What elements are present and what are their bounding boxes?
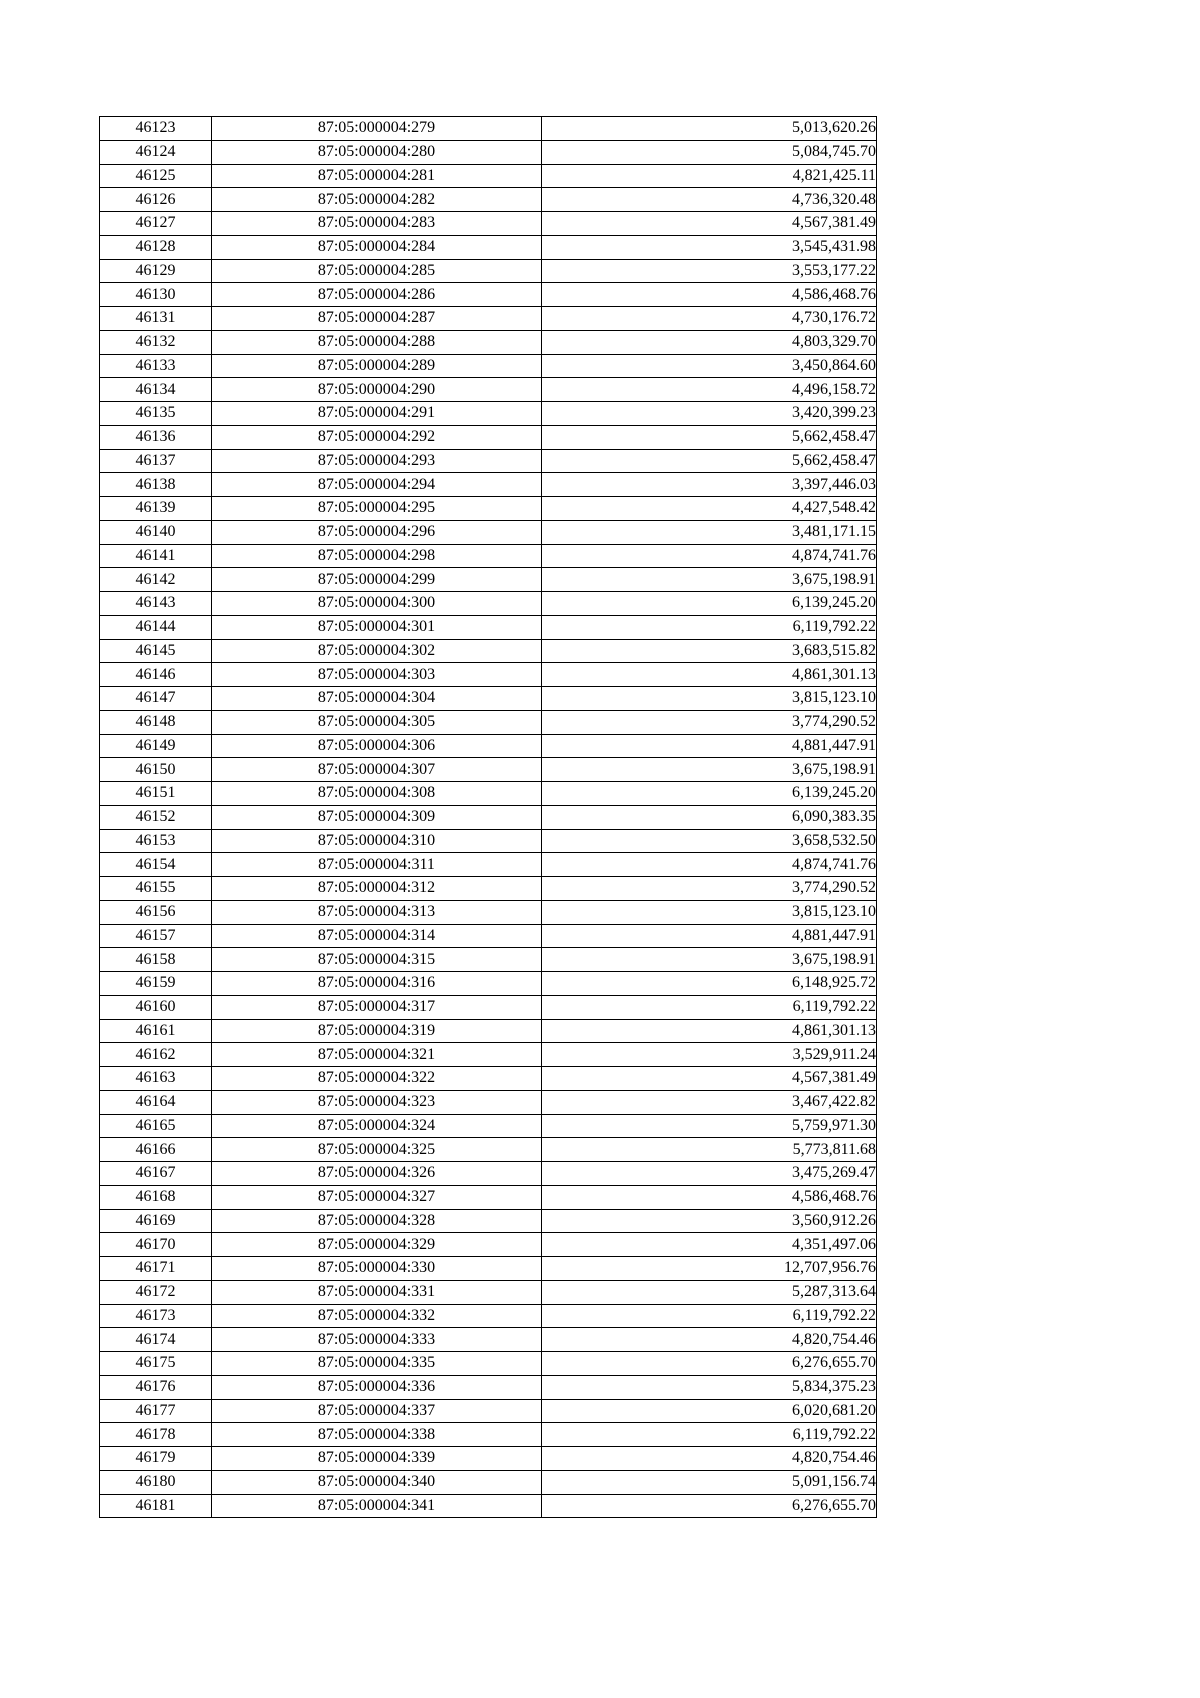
cadastral-value-cell: 4,427,548.42 (542, 497, 877, 521)
cadastral-value-table (99, 116, 877, 1518)
row-number-cell: 46125 (100, 164, 212, 188)
cadastral-number-cell: 87:05:000004:302 (212, 639, 542, 663)
cadastral-number-cell: 87:05:000004:331 (212, 1280, 542, 1304)
cadastral-number-cell: 87:05:000004:286 (212, 283, 542, 307)
row-number-cell: 46158 (100, 948, 212, 972)
row-number-cell: 46128 (100, 235, 212, 259)
cadastral-value-cell: 4,803,329.70 (542, 330, 877, 354)
row-number-cell: 46137 (100, 449, 212, 473)
cadastral-value-cell: 3,397,446.03 (542, 473, 877, 497)
table-row (100, 1375, 877, 1399)
table-row (100, 995, 877, 1019)
cadastral-value-cell: 4,861,301.13 (542, 663, 877, 687)
table-row (100, 283, 877, 307)
row-number-cell: 46148 (100, 710, 212, 734)
table-row (100, 1185, 877, 1209)
table-row (100, 687, 877, 711)
cadastral-value-cell: 3,815,123.10 (542, 900, 877, 924)
row-number-cell: 46150 (100, 758, 212, 782)
row-number-cell: 46132 (100, 330, 212, 354)
row-number-cell: 46144 (100, 615, 212, 639)
table-row (100, 710, 877, 734)
table-row (100, 140, 877, 164)
cadastral-number-cell: 87:05:000004:279 (212, 117, 542, 141)
row-number-cell: 46123 (100, 117, 212, 141)
cadastral-number-cell: 87:05:000004:329 (212, 1233, 542, 1257)
table-row (100, 734, 877, 758)
row-number-cell: 46175 (100, 1352, 212, 1376)
table-row (100, 1352, 877, 1376)
cadastral-value-cell: 5,662,458.47 (542, 449, 877, 473)
table-row (100, 1470, 877, 1494)
row-number-cell: 46142 (100, 568, 212, 592)
cadastral-number-cell: 87:05:000004:307 (212, 758, 542, 782)
row-number-cell: 46134 (100, 378, 212, 402)
cadastral-number-cell: 87:05:000004:316 (212, 972, 542, 996)
cadastral-value-cell: 4,496,158.72 (542, 378, 877, 402)
cadastral-number-cell: 87:05:000004:290 (212, 378, 542, 402)
table-row (100, 425, 877, 449)
cadastral-value-cell: 3,774,290.52 (542, 710, 877, 734)
table-row (100, 449, 877, 473)
cadastral-number-cell: 87:05:000004:333 (212, 1328, 542, 1352)
cadastral-number-cell: 87:05:000004:308 (212, 782, 542, 806)
cadastral-number-cell: 87:05:000004:293 (212, 449, 542, 473)
cadastral-number-cell: 87:05:000004:304 (212, 687, 542, 711)
cadastral-number-cell: 87:05:000004:337 (212, 1399, 542, 1423)
row-number-cell: 46152 (100, 805, 212, 829)
cadastral-value-cell: 5,662,458.47 (542, 425, 877, 449)
table-row (100, 354, 877, 378)
cadastral-value-cell: 5,773,811.68 (542, 1138, 877, 1162)
cadastral-number-cell: 87:05:000004:311 (212, 853, 542, 877)
row-number-cell: 46143 (100, 592, 212, 616)
cadastral-number-cell: 87:05:000004:339 (212, 1447, 542, 1471)
row-number-cell: 46167 (100, 1162, 212, 1186)
cadastral-value-cell: 6,148,925.72 (542, 972, 877, 996)
cadastral-number-cell: 87:05:000004:317 (212, 995, 542, 1019)
cadastral-value-cell: 6,119,792.22 (542, 615, 877, 639)
row-number-cell: 46147 (100, 687, 212, 711)
row-number-cell: 46133 (100, 354, 212, 378)
cadastral-number-cell: 87:05:000004:296 (212, 520, 542, 544)
table-row (100, 805, 877, 829)
row-number-cell: 46165 (100, 1114, 212, 1138)
table-body (100, 117, 877, 1518)
row-number-cell: 46156 (100, 900, 212, 924)
row-number-cell: 46151 (100, 782, 212, 806)
cadastral-number-cell: 87:05:000004:300 (212, 592, 542, 616)
cadastral-value-cell: 6,139,245.20 (542, 592, 877, 616)
cadastral-number-cell: 87:05:000004:325 (212, 1138, 542, 1162)
row-number-cell: 46129 (100, 259, 212, 283)
cadastral-number-cell: 87:05:000004:289 (212, 354, 542, 378)
row-number-cell: 46135 (100, 402, 212, 426)
cadastral-value-cell: 3,658,532.50 (542, 829, 877, 853)
cadastral-number-cell: 87:05:000004:322 (212, 1067, 542, 1091)
cadastral-value-cell: 3,683,515.82 (542, 639, 877, 663)
table-row (100, 307, 877, 331)
cadastral-value-cell: 5,759,971.30 (542, 1114, 877, 1138)
cadastral-number-cell: 87:05:000004:284 (212, 235, 542, 259)
cadastral-value-cell: 3,774,290.52 (542, 877, 877, 901)
row-number-cell: 46141 (100, 544, 212, 568)
cadastral-value-cell: 3,675,198.91 (542, 758, 877, 782)
cadastral-value-cell: 4,820,754.46 (542, 1328, 877, 1352)
table-row (100, 259, 877, 283)
cadastral-value-cell: 6,090,383.35 (542, 805, 877, 829)
table-row (100, 972, 877, 996)
table-row (100, 235, 877, 259)
cadastral-number-cell: 87:05:000004:298 (212, 544, 542, 568)
cadastral-value-cell: 3,420,399.23 (542, 402, 877, 426)
cadastral-value-cell: 3,450,864.60 (542, 354, 877, 378)
table-row (100, 948, 877, 972)
row-number-cell: 46163 (100, 1067, 212, 1091)
cadastral-number-cell: 87:05:000004:309 (212, 805, 542, 829)
table-row (100, 877, 877, 901)
row-number-cell: 46136 (100, 425, 212, 449)
cadastral-value-cell: 5,834,375.23 (542, 1375, 877, 1399)
row-number-cell: 46176 (100, 1375, 212, 1399)
table-row (100, 188, 877, 212)
cadastral-number-cell: 87:05:000004:313 (212, 900, 542, 924)
row-number-cell: 46146 (100, 663, 212, 687)
table-row (100, 900, 877, 924)
row-number-cell: 46160 (100, 995, 212, 1019)
row-number-cell: 46171 (100, 1257, 212, 1281)
cadastral-number-cell: 87:05:000004:310 (212, 829, 542, 853)
row-number-cell: 46169 (100, 1209, 212, 1233)
cadastral-number-cell: 87:05:000004:287 (212, 307, 542, 331)
cadastral-value-cell: 5,287,313.64 (542, 1280, 877, 1304)
cadastral-number-cell: 87:05:000004:288 (212, 330, 542, 354)
row-number-cell: 46154 (100, 853, 212, 877)
cadastral-value-cell: 3,481,171.15 (542, 520, 877, 544)
cadastral-value-cell: 3,467,422.82 (542, 1090, 877, 1114)
table-row (100, 1233, 877, 1257)
cadastral-value-cell: 4,881,447.91 (542, 924, 877, 948)
table-row (100, 924, 877, 948)
cadastral-number-cell: 87:05:000004:294 (212, 473, 542, 497)
cadastral-number-cell: 87:05:000004:285 (212, 259, 542, 283)
row-number-cell: 46168 (100, 1185, 212, 1209)
row-number-cell: 46130 (100, 283, 212, 307)
cadastral-number-cell: 87:05:000004:321 (212, 1043, 542, 1067)
cadastral-value-cell: 3,815,123.10 (542, 687, 877, 711)
table-row (100, 568, 877, 592)
cadastral-value-cell: 6,119,792.22 (542, 1304, 877, 1328)
row-number-cell: 46180 (100, 1470, 212, 1494)
table-row (100, 615, 877, 639)
cadastral-number-cell: 87:05:000004:326 (212, 1162, 542, 1186)
table-row (100, 117, 877, 141)
table-row (100, 782, 877, 806)
cadastral-value-cell: 3,553,177.22 (542, 259, 877, 283)
table-row (100, 212, 877, 236)
cadastral-value-cell: 6,276,655.70 (542, 1494, 877, 1518)
row-number-cell: 46127 (100, 212, 212, 236)
cadastral-number-cell: 87:05:000004:332 (212, 1304, 542, 1328)
row-number-cell: 46162 (100, 1043, 212, 1067)
row-number-cell: 46155 (100, 877, 212, 901)
cadastral-number-cell: 87:05:000004:281 (212, 164, 542, 188)
table-row (100, 1304, 877, 1328)
cadastral-value-cell: 4,821,425.11 (542, 164, 877, 188)
row-number-cell: 46173 (100, 1304, 212, 1328)
row-number-cell: 46140 (100, 520, 212, 544)
row-number-cell: 46139 (100, 497, 212, 521)
row-number-cell: 46149 (100, 734, 212, 758)
table-row (100, 1114, 877, 1138)
cadastral-value-cell: 6,119,792.22 (542, 995, 877, 1019)
cadastral-number-cell: 87:05:000004:280 (212, 140, 542, 164)
cadastral-value-cell: 3,529,911.24 (542, 1043, 877, 1067)
row-number-cell: 46131 (100, 307, 212, 331)
cadastral-number-cell: 87:05:000004:336 (212, 1375, 542, 1399)
table-row (100, 497, 877, 521)
cadastral-number-cell: 87:05:000004:299 (212, 568, 542, 592)
cadastral-number-cell: 87:05:000004:327 (212, 1185, 542, 1209)
cadastral-value-cell: 12,707,956.76 (542, 1257, 877, 1281)
cadastral-number-cell: 87:05:000004:306 (212, 734, 542, 758)
cadastral-number-cell: 87:05:000004:335 (212, 1352, 542, 1376)
cadastral-value-cell: 3,675,198.91 (542, 948, 877, 972)
table-row (100, 758, 877, 782)
table-row (100, 1447, 877, 1471)
cadastral-number-cell: 87:05:000004:305 (212, 710, 542, 734)
cadastral-number-cell: 87:05:000004:330 (212, 1257, 542, 1281)
table-row (100, 520, 877, 544)
row-number-cell: 46138 (100, 473, 212, 497)
row-number-cell: 46124 (100, 140, 212, 164)
cadastral-value-cell: 4,586,468.76 (542, 283, 877, 307)
cadastral-value-cell: 4,881,447.91 (542, 734, 877, 758)
table-row (100, 639, 877, 663)
table-row (100, 592, 877, 616)
cadastral-value-cell: 6,020,681.20 (542, 1399, 877, 1423)
table-row (100, 164, 877, 188)
cadastral-value-cell: 6,139,245.20 (542, 782, 877, 806)
row-number-cell: 46161 (100, 1019, 212, 1043)
cadastral-number-cell: 87:05:000004:338 (212, 1423, 542, 1447)
row-number-cell: 46153 (100, 829, 212, 853)
table-row (100, 1328, 877, 1352)
row-number-cell: 46159 (100, 972, 212, 996)
cadastral-value-cell: 4,730,176.72 (542, 307, 877, 331)
cadastral-value-cell: 5,091,156.74 (542, 1470, 877, 1494)
table-row (100, 1423, 877, 1447)
row-number-cell: 46179 (100, 1447, 212, 1471)
row-number-cell: 46177 (100, 1399, 212, 1423)
cadastral-number-cell: 87:05:000004:340 (212, 1470, 542, 1494)
cadastral-value-cell: 3,560,912.26 (542, 1209, 877, 1233)
cadastral-number-cell: 87:05:000004:328 (212, 1209, 542, 1233)
table-row (100, 853, 877, 877)
row-number-cell: 46126 (100, 188, 212, 212)
table-row (100, 1043, 877, 1067)
row-number-cell: 46178 (100, 1423, 212, 1447)
table-row (100, 1138, 877, 1162)
table-row (100, 1067, 877, 1091)
cadastral-value-cell: 4,567,381.49 (542, 1067, 877, 1091)
cadastral-number-cell: 87:05:000004:312 (212, 877, 542, 901)
table-row (100, 1090, 877, 1114)
table-row (100, 402, 877, 426)
row-number-cell: 46164 (100, 1090, 212, 1114)
cadastral-value-cell: 3,545,431.98 (542, 235, 877, 259)
cadastral-value-cell: 4,567,381.49 (542, 212, 877, 236)
cadastral-value-cell: 3,675,198.91 (542, 568, 877, 592)
cadastral-value-cell: 6,276,655.70 (542, 1352, 877, 1376)
row-number-cell: 46170 (100, 1233, 212, 1257)
cadastral-value-cell: 4,351,497.06 (542, 1233, 877, 1257)
cadastral-number-cell: 87:05:000004:283 (212, 212, 542, 236)
cadastral-value-cell: 6,119,792.22 (542, 1423, 877, 1447)
row-number-cell: 46166 (100, 1138, 212, 1162)
cadastral-number-cell: 87:05:000004:324 (212, 1114, 542, 1138)
cadastral-value-cell: 4,861,301.13 (542, 1019, 877, 1043)
cadastral-number-cell: 87:05:000004:315 (212, 948, 542, 972)
cadastral-number-cell: 87:05:000004:341 (212, 1494, 542, 1518)
table-row (100, 1280, 877, 1304)
cadastral-number-cell: 87:05:000004:282 (212, 188, 542, 212)
table-row (100, 829, 877, 853)
table-row (100, 1209, 877, 1233)
row-number-cell: 46172 (100, 1280, 212, 1304)
cadastral-number-cell: 87:05:000004:291 (212, 402, 542, 426)
cadastral-value-cell: 4,820,754.46 (542, 1447, 877, 1471)
table-row (100, 1399, 877, 1423)
cadastral-number-cell: 87:05:000004:295 (212, 497, 542, 521)
row-number-cell: 46157 (100, 924, 212, 948)
row-number-cell: 46145 (100, 639, 212, 663)
cadastral-value-cell: 4,586,468.76 (542, 1185, 877, 1209)
cadastral-number-cell: 87:05:000004:303 (212, 663, 542, 687)
table-row (100, 1257, 877, 1281)
cadastral-number-cell: 87:05:000004:323 (212, 1090, 542, 1114)
table-row (100, 330, 877, 354)
cadastral-number-cell: 87:05:000004:292 (212, 425, 542, 449)
row-number-cell: 46174 (100, 1328, 212, 1352)
table-row (100, 378, 877, 402)
cadastral-number-cell: 87:05:000004:314 (212, 924, 542, 948)
cadastral-value-cell: 4,874,741.76 (542, 544, 877, 568)
table-row (100, 1494, 877, 1518)
cadastral-value-cell: 5,013,620.26 (542, 117, 877, 141)
table-row (100, 1162, 877, 1186)
row-number-cell: 46181 (100, 1494, 212, 1518)
table-row (100, 1019, 877, 1043)
table-row (100, 473, 877, 497)
table-row (100, 663, 877, 687)
table-row (100, 544, 877, 568)
cadastral-value-cell: 3,475,269.47 (542, 1162, 877, 1186)
cadastral-value-cell: 4,736,320.48 (542, 188, 877, 212)
cadastral-number-cell: 87:05:000004:301 (212, 615, 542, 639)
cadastral-number-cell: 87:05:000004:319 (212, 1019, 542, 1043)
cadastral-value-cell: 5,084,745.70 (542, 140, 877, 164)
cadastral-value-cell: 4,874,741.76 (542, 853, 877, 877)
